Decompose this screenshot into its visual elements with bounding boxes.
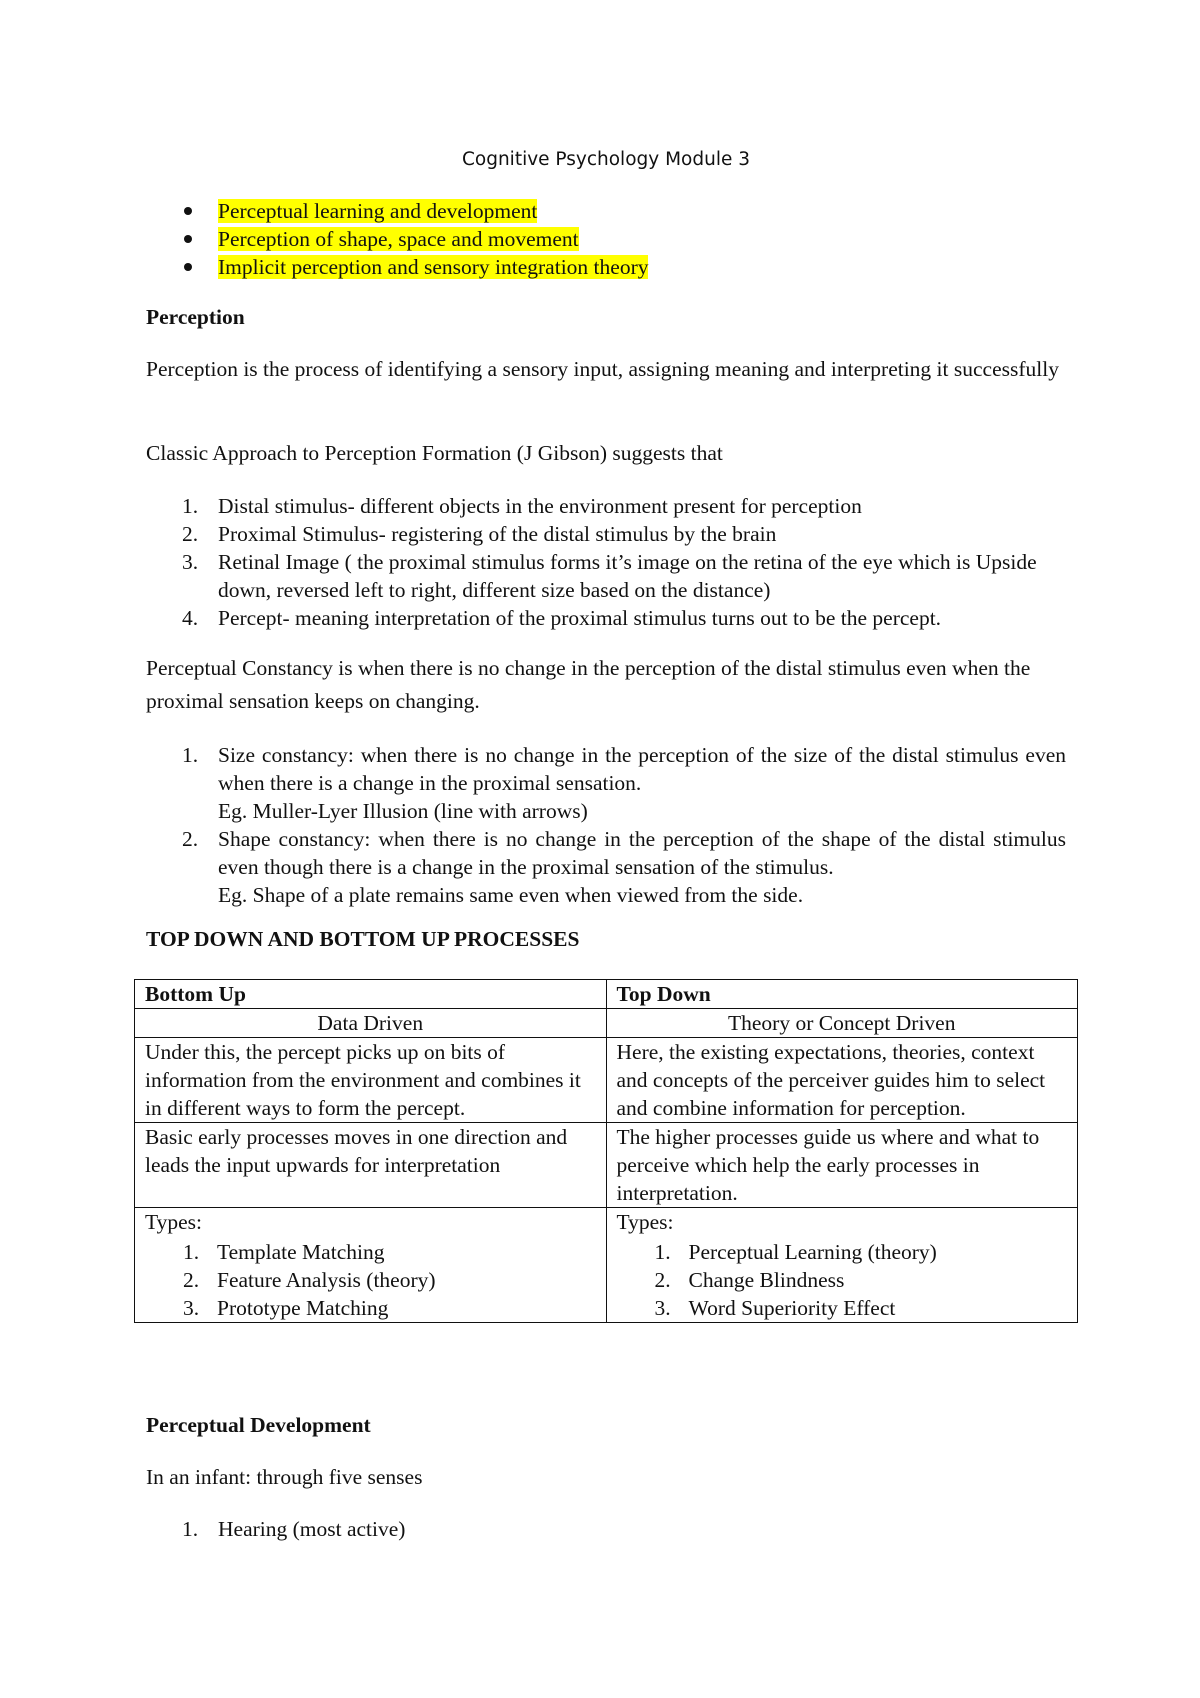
list-item: 1. Hearing (most active) [182,1517,406,1541]
list-item: 1. Perceptual Learning (theory) [654,1240,937,1264]
topic-text: Perceptual learning and development [218,199,538,223]
bullet-icon [184,235,192,243]
development-intro: In an infant: through five senses [146,1465,423,1489]
classic-steps-list [146,492,1066,632]
topic-item [146,253,1066,281]
table-cell: Theory or Concept Driven [606,1009,1078,1038]
perception-definition: Perception is the process of identifying a sensory input, assigning meaning and interpreting it successfully [146,357,1059,381]
constancy-example: Eg. Muller-Lyer Illusion (line with arrows) [218,799,588,823]
table-row [135,980,1078,1009]
processes-table [134,979,1078,1323]
document-title: Cognitive Psychology Module 3 [461,149,751,170]
table-cell: The higher processes guide us where and what to perceive which help the early processes in interpretation. [606,1123,1078,1208]
table-cell: Here, the existing expectations, theories, context and concepts of the perceiver guides him to select and combine information for perception. [606,1038,1078,1123]
types-label: Types: [616,1210,674,1234]
processes-heading: TOP DOWN AND BOTTOM UP PROCESSES [146,927,580,951]
list-item: 1. Size constancy: when there is no change in the perception of the size of the distal stimulus even when there is a change in the proximal sensation. Eg. Muller-Lyer Illusion (line with arrows) [182,743,1066,823]
list-item: 1. Template Matching [183,1240,385,1264]
list-item: 3. Prototype Matching [183,1296,389,1320]
list-item: 2. Feature Analysis (theory) [183,1268,436,1292]
senses-list [146,1515,1066,1543]
topic-item [146,197,1066,225]
list-item: 1. Distal stimulus- different objects in the environment present for perception [182,494,862,518]
list-item: 2. Shape constancy: when there is no change in the perception of the shape of the distal stimulus even though there is a change in the proximal sensation of the stimulus. Eg. Shape of a plate remains same even when viewed from the side. [182,827,1066,907]
constancy-text: Size constancy: when there is no change in the perception of the size of the distal stimulus even when there is a change in the proximal sensation. [218,743,1066,795]
list-item: 4. Percept- meaning interpretation of the proximal stimulus turns out to be the percept. [182,606,942,630]
constancy-text: Shape constancy: when there is no change in the perception of the shape of the distal stimulus even though there is a change in the proximal sensation of the stimulus. [218,827,1066,879]
bullet-icon [184,207,192,215]
bottom-up-header: Bottom Up [135,980,607,1009]
table-cell [606,1208,1078,1323]
table-cell [135,1208,607,1323]
table-row [135,1123,1078,1208]
types-label: Types: [145,1210,203,1234]
constancy-example: Eg. Shape of a plate remains same even when viewed from the side. [218,883,804,907]
list-item: 2. Proximal Stimulus- registering of the distal stimulus by the brain [182,522,777,546]
table-cell: Under this, the percept picks up on bits of information from the environment and combines it in different ways to form the percept. [135,1038,607,1123]
classic-approach-intro: Classic Approach to Perception Formation (J Gibson) suggests that [146,441,723,465]
list-item: 3. Retinal Image ( the proximal stimulus forms it’s image on the retina of the eye which is Upside down, reversed left to right, different size based on the distance) [182,550,1037,602]
table-cell: Basic early processes moves in one direction and leads the input upwards for interpretation [135,1123,607,1208]
topic-text: Implicit perception and sensory integration theory [218,255,649,279]
bullet-icon [184,263,192,271]
table-row [135,1009,1078,1038]
constancy-list [146,741,1066,909]
table-row [135,1038,1078,1123]
perception-heading: Perception [146,305,245,329]
top-down-header: Top Down [606,980,1078,1009]
highlighted-topics [146,197,1066,281]
table-row [135,1208,1078,1323]
development-heading: Perceptual Development [146,1413,371,1437]
table-cell: Data Driven [135,1009,607,1038]
list-item: 2. Change Blindness [654,1268,845,1292]
constancy-intro: Perceptual Constancy is when there is no change in the perception of the distal stimulus even when the proximal sensation keeps on changing. [146,656,1031,713]
list-item: 3. Word Superiority Effect [654,1296,896,1320]
topic-item [146,225,1066,253]
topic-text: Perception of shape, space and movement [218,227,579,251]
